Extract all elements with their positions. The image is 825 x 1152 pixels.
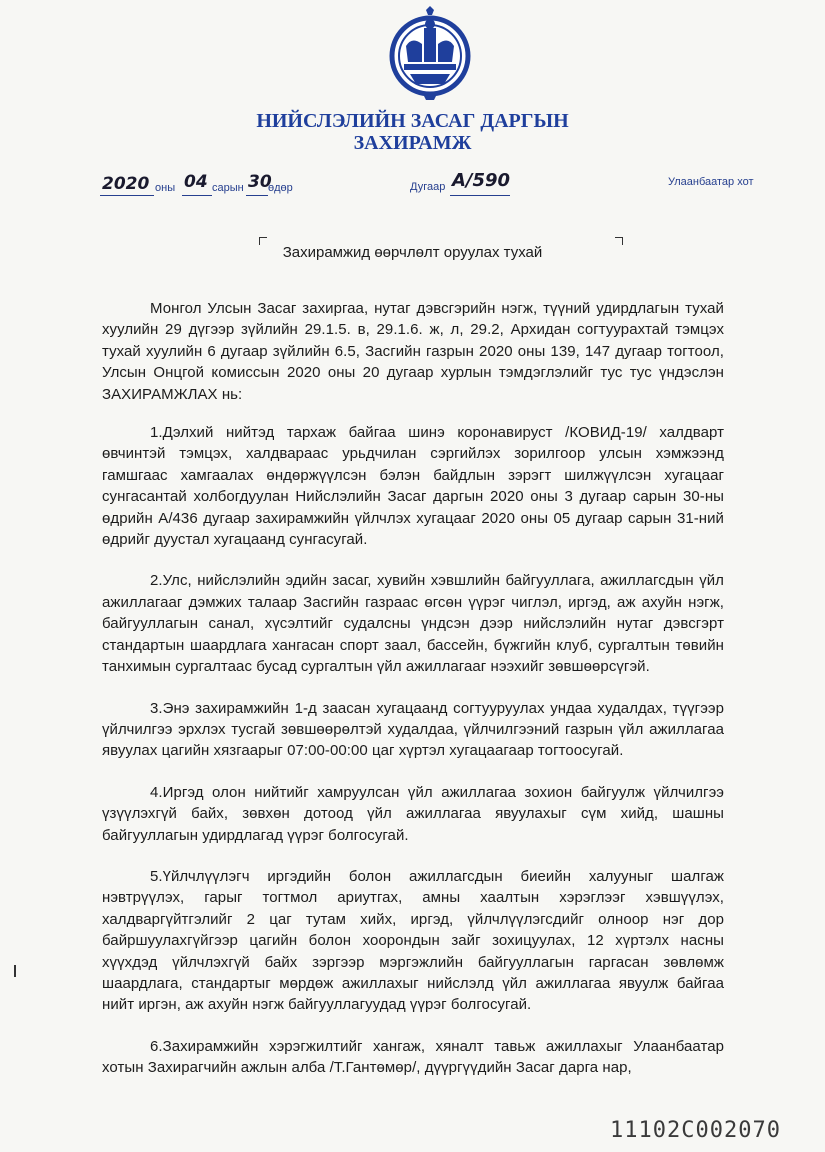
date-month-underline: [182, 195, 212, 196]
serial-number: 11102С002070: [610, 1118, 781, 1143]
clause-paragraph-6: 6.Захирамжийн хэрэгжилтийг хангаж, хяналт тавьж ажиллахыг Улаанбаатар хотын Захирагчийн ажлын алба /Т.Гантөмөр/, дүүргүүдийн Засаг дарга нар,: [102, 1037, 724, 1077]
date-year-underline: [100, 195, 154, 196]
clause-paragraph-1: 1.Дэлхий нийтэд тархаж байгаа шинэ коронавируст /КОВИД-19/ халдварт өвчинтэй тэмцэх, халдвараас урьдчилан сэргийлэх зорилгоор улсын хэмжээнд гамшгаас хамгаалах өндөржүүлсэн бэлэн байдлын зэрэгт шилжүүлсэн хугацааг сунгасантай холбогдуулан Нийслэлийн Засаг даргын 2020 оны 3 дугаар сарын 30-ны өдрийн А/436 дугаар захирамжийн үйлчлэх хугацааг 2020 оны 05 дугаар сарын 31-ний өдрийг дуустал хугацаанд сунгасугай.: [102, 424, 724, 549]
clause-paragraph-2: 2.Улс, нийслэлийн эдийн засаг, хувийн хэвшлийн байгууллага, ажиллагсдын үйл ажиллагааг дэмжих талаар Засгийн газраас өгсөн үүрэг чиглэл, иргэд, аж ахуйн нэгж, байгууллагын санал, хүсэлтийг судалсны үндсэн дээр нийслэлийн нутаг дэвсгэрт стандартын шаардлага хангасан спорт заал, бассейн, бүжгийн клуб, сургалтын төвийн танхимын сургалтаас бусад сургалтын үйл ажиллагааг нээхийг зөвшөөрсүгэй.: [102, 572, 724, 676]
issuer-title-line2: ЗАХИРАМЖ: [353, 132, 472, 154]
clause-paragraph-5: 5.Үйлчлүүлэгч иргэдийн болон ажиллагсдын биеийн халууныг шалгаж нэвтрүүлэх, гарыг тогтмол ариутгах, амны хаалтын хэрэглээг хэвшүүлэх, халдваргүйтгэлийг 2 цаг тутам хийх, иргэд, үйлчлүүлэгсдийг олноор нэг дор байршуулахгүйгээр цагийн болон хоорондын зайг зохицуулах, 12 хүртэлх насны хүүхдэд үйлчлэхгүй байх зэргээр мэргэжлийн байгууллагын гаргасан зөвлөмж шаардлага, стандартыг мөрдөж ажиллахыг нийслэлд үйл ажиллагаа явуулж байгаа нийт иргэн, аж ахуйн нэгж байгууллагуудад үүрэг болгосугай.: [102, 867, 724, 1014]
date-year-suffix: оны: [155, 182, 176, 194]
date-month-suffix: сарын: [212, 182, 244, 194]
clause-paragraph-3: 3.Энэ захирамжийн 1-д заасан хугацаанд согтууруулах ундаа худалдах, түүгээр үйлчилгээ эрхлэх тусгай зөвшөөрөлтэй худалдаа, үйлчилгээний газрын үйл ажиллагаа явуулах цагийн хязгаарыг 07:00-00:00 цаг хүртэл хугацаагаар тогтоосугай.: [102, 699, 724, 760]
state-emblem-icon: [388, 6, 472, 102]
preamble-paragraph: Монгол Улсын Засаг захиргаа, нутаг дэвсгэрийн нэгж, түүний удирдлагын тухай хуулийн 29 дүгээр зүйлийн 29.1.5. в, 29.1.6. ж, л, 29.2, Архидан согтуурахтай тэмцэх тухай хуулийн 6 дугаар зүйлийн 6.5, Засгийн газрын 2020 оны 139, 147 дугаар тогтоол, Улсын Онцгой комиссын 2020 оны 20 дугаар хурлын тэмдэглэлийг тус тус үндэслэн ЗАХИРАМЖЛАХ нь:: [102, 300, 724, 403]
date-day-suffix: өдөр: [268, 182, 293, 194]
number-label: Дугаар: [410, 181, 446, 193]
date-year: 2020: [102, 174, 150, 194]
date-day: 30: [248, 172, 272, 192]
document-number: А/590: [452, 170, 511, 191]
number-underline: [450, 195, 510, 196]
document-body: [102, 298, 724, 1079]
clause-paragraph-4: 4.Иргэд олон нийтийг хамруулсан үйл ажиллагаа зохион байгуулж үйлчилгээ үзүүлэхгүй байх, зөвхөн дотоод үйл ажиллагаа явуулахыг сүм хийд, шашны байгууллагын удирдлагад үүрэг болгосугай.: [102, 783, 724, 844]
date-day-underline: [246, 195, 268, 196]
document-subject: Захирамжид өөрчлөлт оруулах тухай: [282, 244, 543, 261]
issue-city: Улаанбаатар хот: [668, 176, 754, 188]
date-month: 04: [184, 172, 208, 192]
issuer-title-line1: НИЙСЛЭЛИЙН ЗАСАГ ДАРГЫН: [256, 110, 569, 132]
issuer-title: [0, 110, 825, 154]
margin-mark: [14, 965, 16, 977]
document-meta-row: [0, 168, 825, 198]
